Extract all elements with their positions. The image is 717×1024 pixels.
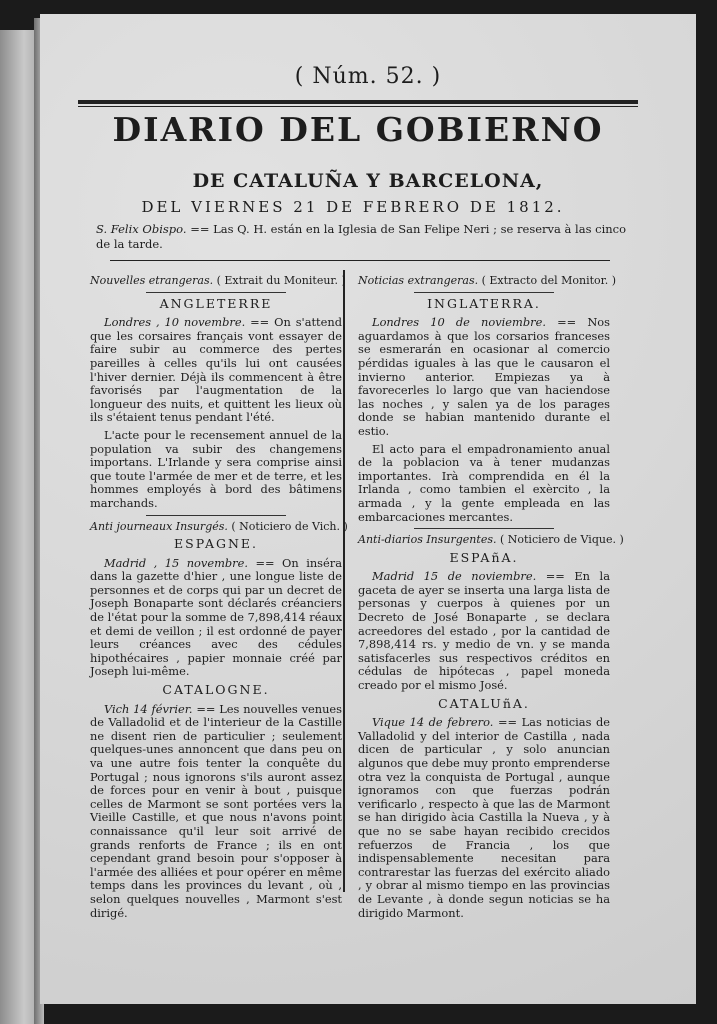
article-paragraph: Vich 14 février. == Les nouvelles venues de Valladolid et de l'interieur de la Castille ne disent rien de particulier ; seulement quelques-unes annoncent que dans peu on va une autre fois tenter la conquête du Portugal ; nous ignorons s'ils auront assez de forces pour en venir à bout , puisque celles de Marmont se sont portées vers la Vieille Castille, et que nous n'avons point connaissance qu'il leur soit arrivé de grands renforts de France ; ils en ont cependant grand besoin pour s'opposer à l'armée des alliées et pour opérer en même temps dans les provinces du levant , où , selon quelques nouvelles , Marmont s'est dirigé.	[90, 701, 343, 920]
article-paragraph: Vique 14 de febrero. == Las noticias de Valladolid y del interior de Castilla , nada dicen de particular , y solo anuncian algunos que debe muy pronto emprenderse otra vez la conquista de Portugal , aunque ignoramos con que fuerzas podrán verificarlo , respecto à que las de Marmont se han dirigido àcia Castilla la Nueva , y à que no se sabe hayan recibido crecidos refuerzos de Francia , los que indispensablemente necesitan para contrarestar las fuerzas del exército aliado , y obrar al mismo tiempo en las provincias de Levante , à donde segun noticias se ha dirigido Marmont.	[358, 715, 611, 920]
section-heading: ESPAñA.	[449, 549, 519, 565]
issue-number: ( Núm. 52. )	[294, 64, 442, 89]
issue-date: DEL VIERNES 21 DE FEBRERO DE 1812.	[141, 198, 565, 216]
newspaper-page	[40, 14, 696, 1004]
saint-notice	[96, 222, 636, 252]
masthead-rule-top	[78, 100, 638, 104]
article-paragraph: Madrid 15 de noviembre. == En la gaceta de ayer se inserta una larga lista de personas y cuerpos à quienes por un Decreto de José Bonaparte , se declara acreedores del estado , por la cantidad de 7,898,414 rs. y medio de vn. y se manda satisfacerles sus respectivos créditos en cédulas de hipótecas , papel moneda creado por el mismo José.	[358, 569, 610, 693]
section-rule	[146, 515, 286, 516]
article-paragraph: El acto para el empadronamiento anual de la poblacion va à tener mudanzas importantes. Irà comprendida en él la Irlanda , como tambien el exèrcito , la armada , y la gente empleada en las embarcaciones mercantes.	[358, 441, 610, 524]
source-line: Anti-diarios Insurgentes. ( Noticiero de Vique. )	[358, 533, 624, 547]
section-heading: CATALUñA.	[438, 695, 530, 711]
section-rule	[414, 528, 554, 529]
article-paragraph: Londres , 10 novembre. == On s'attend que les corsaires français vont essayer de faire subir au commerce des pertes pareilles à celles qu'ils lui ont causées l'hiver dernier. Déjà ils commencent à être favorisés par l'augmentation de la longueur des nuits, et quittent les lieux où ils s'étaient tenus pendant l'été.	[90, 315, 343, 425]
section-rule	[146, 292, 286, 293]
article-paragraph: L'acte pour le recensement annuel de la population va subir des changemens importans. L'Irlande y sera comprise ainsi que toute l'armée de mer et de terre, et les hommes employés à bord des bâtimens marchands.	[90, 427, 342, 510]
source-line: Anti journeaux Insurgés. ( Noticiero de Vich. )	[90, 519, 348, 533]
saint-name: S. Felix Obispo.	[96, 222, 187, 236]
newspaper-subtitle: DE CATALUÑA Y BARCELONA,	[192, 170, 544, 192]
section-heading: INGLATERRA.	[427, 295, 541, 311]
section-heading: ANGLETERRE	[159, 295, 273, 311]
column-spanish	[358, 272, 624, 924]
column-divider	[343, 270, 345, 892]
masthead-rule-top-thin	[78, 106, 638, 107]
source-line: Nouvelles etrangeras. ( Extrait du Moniteur. )	[90, 274, 346, 287]
section-rule	[414, 292, 554, 293]
section-heading: ESPAGNE.	[174, 536, 258, 552]
section-heading: CATALOGNE.	[162, 682, 270, 698]
column-french	[90, 272, 348, 924]
source-line: Noticias extrangeras. ( Extracto del Monitor. )	[358, 274, 616, 287]
article-paragraph: Madrid , 15 novembre. == On inséra dans la gazette d'hier , une longue liste de personnes et de corps qui par un decret de Joseph Bonaparte sont déclarés créanciers de l'état pour la somme de 7,898,414 réaux et demi de veillon ; il est ordonné de payer leurs créances avec des cédules hipothécaires , papier monnaie créé par Joseph lui-même.	[90, 555, 343, 679]
newspaper-title: DIARIO DEL GOBIERNO	[112, 110, 604, 149]
saint-text: == Las Q. H. están en la Iglesia de San Felipe Neri ; se reserva à las cinco de la tarde.	[96, 222, 627, 251]
header-rule-bottom	[110, 260, 610, 261]
article-paragraph: Londres 10 de noviembre. == Nos aguardamos à que los corsarios franceses se esmerarán en ocasionar al comercio pérdidas iguales à las que le causaron el invierno anterior. Empiezas ya à favorecerles lo largo que van haciendose las noches , y salen ya de los parages donde se habian mantenido durante el estio.	[358, 315, 610, 438]
